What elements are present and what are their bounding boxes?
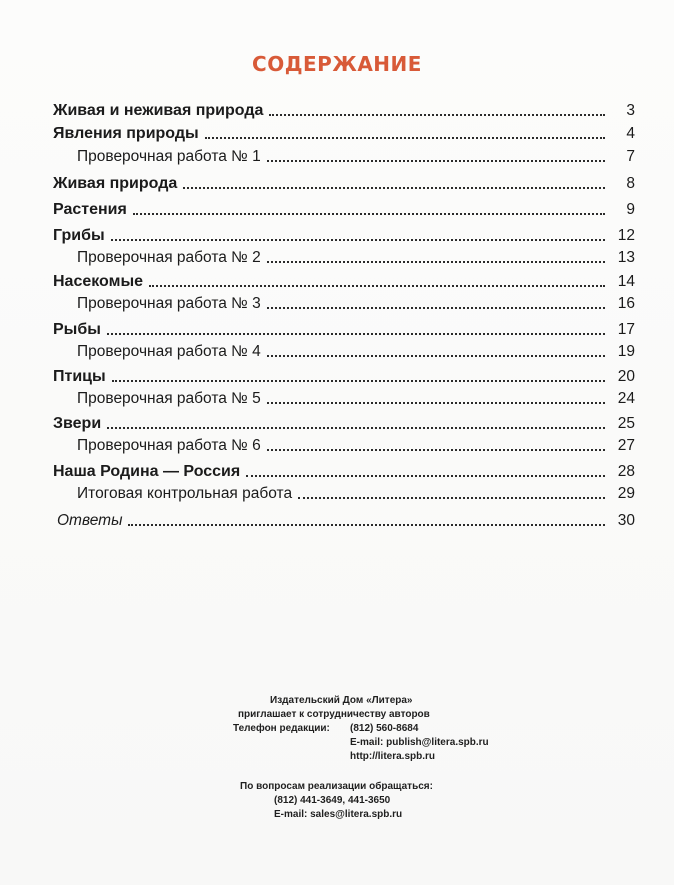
- toc-leader: [111, 239, 605, 241]
- toc-entry[interactable]: [53, 338, 635, 362]
- toc-entry-label: Живая и неживая природа: [53, 102, 264, 119]
- toc-entry-label: Проверочная работа № 1: [77, 148, 261, 165]
- editorial-email[interactable]: E-mail: publish@litera.spb.ru: [350, 737, 489, 748]
- toc-entry-label: Растения: [53, 201, 127, 218]
- website-link[interactable]: http://litera.spb.ru: [350, 751, 435, 762]
- toc-leader: [205, 137, 605, 139]
- toc-leader: [267, 449, 605, 451]
- toc-entry-page: 8: [626, 175, 635, 192]
- sales-email[interactable]: E-mail: sales@litera.spb.ru: [274, 809, 403, 820]
- toc-entry-label: Явления природы: [53, 125, 199, 142]
- phone-label: Телефон редакции:: [233, 723, 330, 734]
- toc-leader: [149, 285, 605, 287]
- toc-entry-label: Ответы: [57, 512, 123, 529]
- toc-entry-page: 19: [617, 343, 635, 360]
- toc-leader: [267, 160, 605, 162]
- page-title: СОДЕРЖАНИЕ: [252, 52, 422, 76]
- toc-leader: [298, 497, 605, 499]
- toc-leader: [183, 187, 605, 189]
- toc-entry[interactable]: [53, 170, 635, 194]
- sales-label: По вопросам реализации обращаться:: [240, 781, 433, 792]
- toc-entry-page: 27: [617, 437, 635, 454]
- toc-leader: [267, 261, 605, 263]
- toc-entry-label: Звери: [53, 415, 102, 432]
- toc-entry[interactable]: [53, 268, 635, 292]
- toc-entry-label: Итоговая контрольная работа: [77, 485, 293, 502]
- toc-entry-label: Проверочная работа № 3: [77, 295, 261, 312]
- toc-entry-label: Рыбы: [53, 321, 101, 338]
- toc-entry-page: 30: [617, 512, 635, 529]
- toc-entry[interactable]: [53, 363, 635, 387]
- toc-entry[interactable]: [53, 143, 635, 167]
- toc-leader: [112, 380, 605, 382]
- publisher-name: Издательский Дом «Литера»: [270, 695, 413, 706]
- toc-entry[interactable]: [53, 410, 635, 434]
- toc-entry[interactable]: [53, 432, 635, 456]
- toc-entry[interactable]: [53, 480, 635, 504]
- toc-entry-label: Наша Родина — Россия: [53, 463, 241, 480]
- toc-entry-page: 3: [626, 102, 635, 119]
- toc-entry-label: Живая природа: [53, 175, 178, 192]
- toc-entry-page: 9: [626, 201, 635, 218]
- toc-entry-page: 16: [617, 295, 635, 312]
- toc-entry-page: 28: [617, 463, 635, 480]
- toc-entry[interactable]: [53, 196, 635, 220]
- toc-entry[interactable]: [53, 222, 635, 246]
- toc-entry[interactable]: [53, 507, 635, 531]
- toc-entry-page: 17: [617, 321, 635, 338]
- toc-entry[interactable]: [53, 97, 635, 121]
- toc-entry-page: 4: [626, 125, 635, 142]
- toc-entry-page: 14: [617, 273, 635, 290]
- toc-entry-label: Грибы: [53, 227, 105, 244]
- toc-entry-page: 13: [617, 249, 635, 266]
- toc-entry-label: Проверочная работа № 4: [77, 343, 261, 360]
- toc-leader: [107, 333, 605, 335]
- toc-leader: [269, 114, 605, 116]
- toc-entry-page: 7: [626, 148, 635, 165]
- toc-entry-page: 20: [617, 368, 635, 385]
- toc-entry-page: 29: [617, 485, 635, 502]
- toc-entry[interactable]: [53, 458, 635, 482]
- toc-entry-label: Птицы: [53, 368, 106, 385]
- toc-entry-label: Насекомые: [53, 273, 144, 290]
- toc-entry-page: 24: [617, 390, 635, 407]
- toc-entry[interactable]: [53, 316, 635, 340]
- toc-leader: [133, 213, 605, 215]
- phone-number: (812) 560-8684: [350, 723, 419, 734]
- publisher-invite: приглашает к сотрудничеству авторов: [238, 709, 430, 720]
- toc-entry[interactable]: [53, 385, 635, 409]
- toc-entry-page: 25: [617, 415, 635, 432]
- toc-leader: [267, 307, 605, 309]
- toc-entry[interactable]: [53, 244, 635, 268]
- toc-entry-label: Проверочная работа № 6: [77, 437, 261, 454]
- sales-phone: (812) 441-3649, 441-3650: [274, 795, 391, 806]
- toc-entry-label: Проверочная работа № 2: [77, 249, 261, 266]
- toc-leader: [246, 475, 605, 477]
- toc-entry-label: Проверочная работа № 5: [77, 390, 261, 407]
- toc-entry-page: 12: [617, 227, 635, 244]
- toc-leader: [107, 427, 605, 429]
- toc-entry[interactable]: [53, 120, 635, 144]
- toc-leader: [267, 402, 605, 404]
- toc-leader: [128, 524, 605, 526]
- toc-leader: [267, 355, 605, 357]
- toc-entry[interactable]: [53, 290, 635, 314]
